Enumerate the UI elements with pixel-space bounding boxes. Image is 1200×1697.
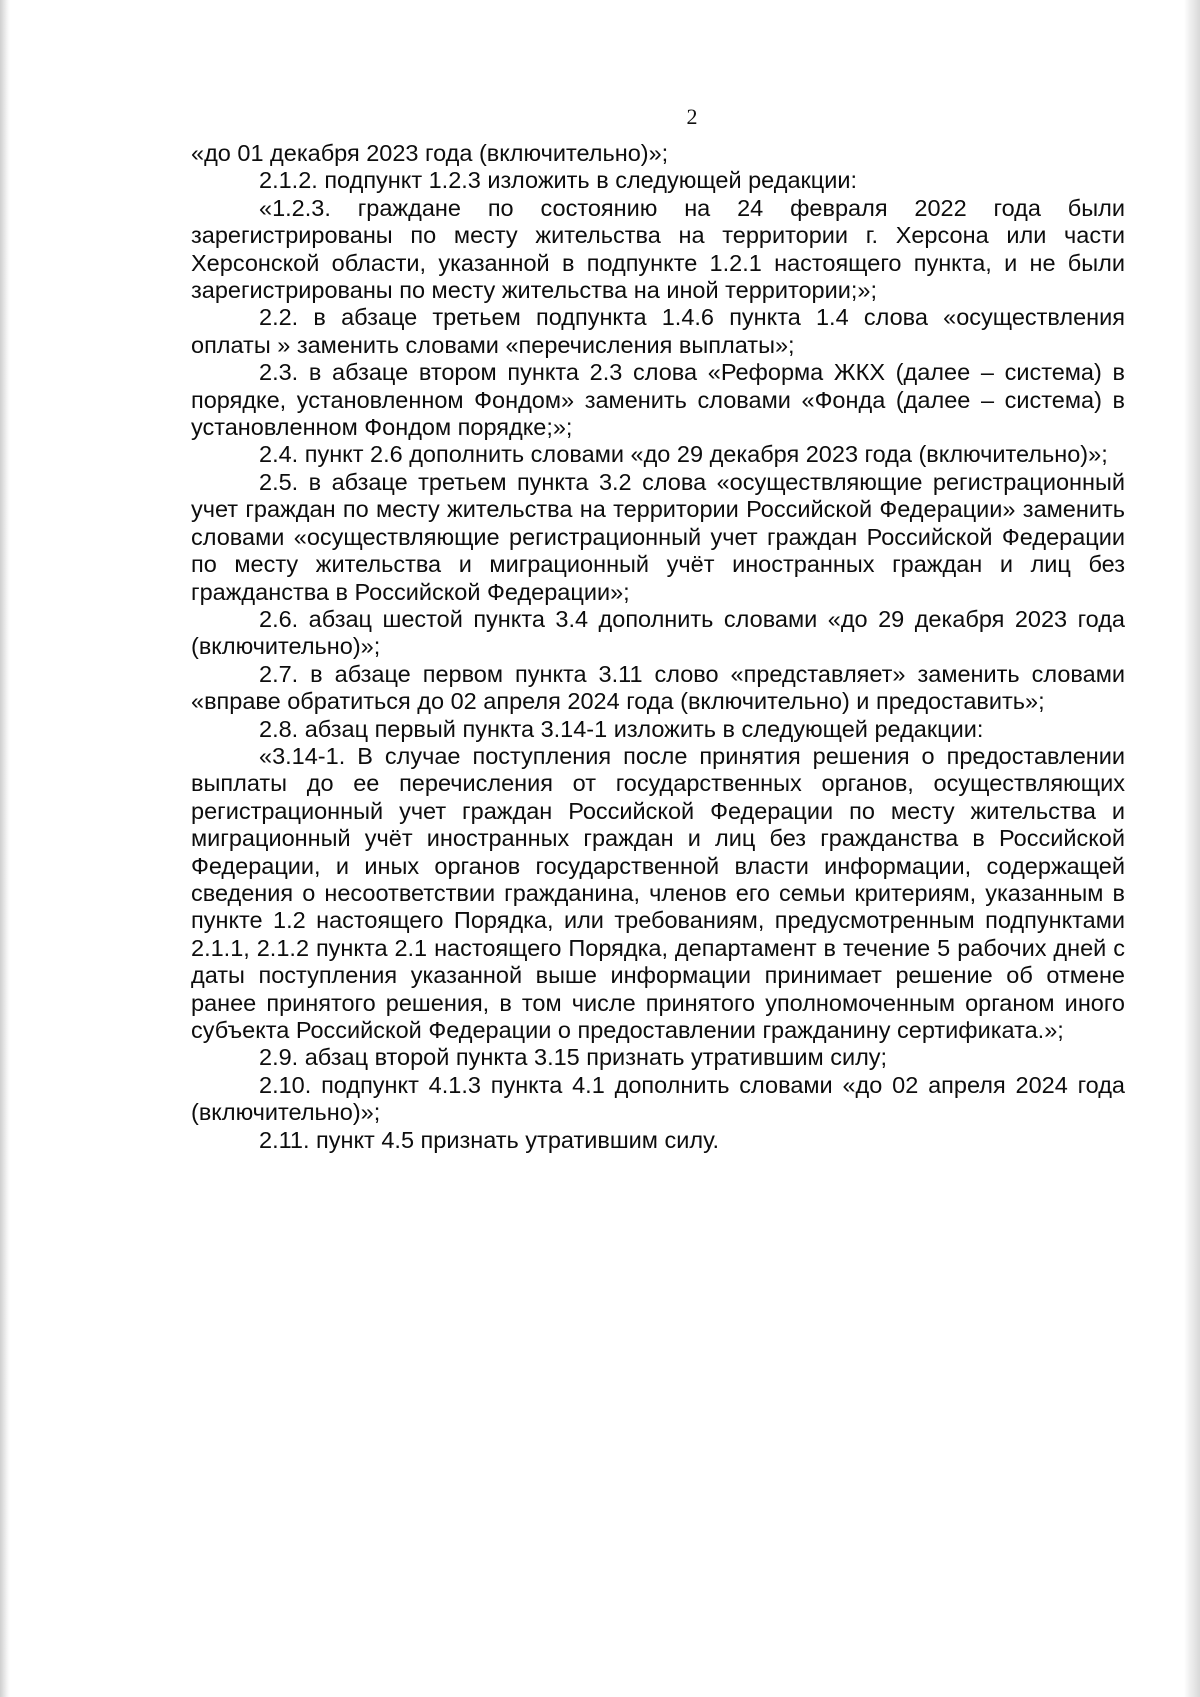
paragraph-2-8: 2.8. абзац первый пункта 3.14-1 изложить в следующей редакции: bbox=[259, 715, 984, 742]
paragraph-2-7: 2.7. в абзаце первом пункта 3.11 слово «представляет» заменить словами «вправе обратиться до 02 апреля 2024 года (включительно) и предоставить»; bbox=[191, 660, 1125, 715]
paragraph-2-1-2: 2.1.2. подпункт 1.2.3 изложить в следующей редакции: bbox=[259, 167, 858, 194]
paragraph-2-6: 2.6. абзац шестой пункта 3.4 дополнить словами «до 29 декабря 2023 года (включительно)»; bbox=[191, 605, 1125, 660]
paragraph-2-11: 2.11. пункт 4.5 признать утратившим силу. bbox=[259, 1126, 719, 1153]
paragraph-2-4: 2.4. пункт 2.6 дополнить словами «до 29 декабря 2023 года (включительно)»; bbox=[259, 441, 1108, 468]
scan-left-edge bbox=[0, 0, 10, 1697]
paragraph-2-3: 2.3. в абзаце втором пункта 2.3 слова «Реформа ЖКХ (далее – система) в порядке, установленном Фондом» заменить словами «Фонда (далее – система) в установленном Фондом порядке;»; bbox=[191, 359, 1125, 441]
paragraph-2-9: 2.9. абзац второй пункта 3.15 признать утратившим силу; bbox=[259, 1044, 888, 1071]
document-body bbox=[191, 140, 1125, 1154]
paragraph-3-14-1-quote: «3.14-1. В случае поступления после принятия решения о предоставлении выплаты до ее перечисления от государственных органов, осуществляющих регистрационный учет граждан Российской Федерации по месту жительства и миграционный учёт иностранных граждан и лиц без гражданства в Российской Федерации, и иных органов государственной власти информации, содержащей сведения о несоответствии гражданина, членов его семьи критериям, указанным в пункте 1.2 настоящего Порядка, или требованиям, предусмотренным подпунктами 2.1.1, 2.1.2 пункта 2.1 настоящего Порядка, департамент в течение 5 рабочих дней с даты поступления указанной выше информации принимает решение об отмене ранее принятого решения, в том числе принятого уполномоченным органом иного субъекта Российской Федерации о предоставлении гражданину сертификата.»; bbox=[191, 742, 1125, 1043]
scan-right-edge bbox=[1184, 0, 1200, 1697]
paragraph-continuation: «до 01 декабря 2023 года (включительно)»; bbox=[191, 140, 669, 166]
paragraph-2-5: 2.5. в абзаце третьем пункта 3.2 слова «осуществляющие регистрационный учет граждан по месту жительства на территории Российской Федерации» заменить словами «осуществляющие регистрационный учет граждан Российской Федерации по месту жительства и миграционный учёт иностранных граждан и лиц без гражданства в Российской Федерации»; bbox=[191, 468, 1125, 605]
page-number: 2 bbox=[686, 104, 698, 129]
paragraph-2-2: 2.2. в абзаце третьем подпункта 1.4.6 пункта 1.4 слова «осуществления оплаты » заменить словами «перечисления выплаты»; bbox=[191, 304, 1125, 358]
paragraph-2-10: 2.10. подпункт 4.1.3 пункта 4.1 дополнить словами «до 02 апреля 2024 года (включительно)»; bbox=[191, 1071, 1125, 1126]
paragraph-1-2-3-quote: «1.2.3. граждане по состоянию на 24 февраля 2022 года были зарегистрированы по месту жительства на территории г. Херсона или части Херсонской области, указанной в подпункте 1.2.1 настоящего пункта, и не были зарегистрированы по месту жительства на иной территории;»; bbox=[191, 194, 1125, 304]
